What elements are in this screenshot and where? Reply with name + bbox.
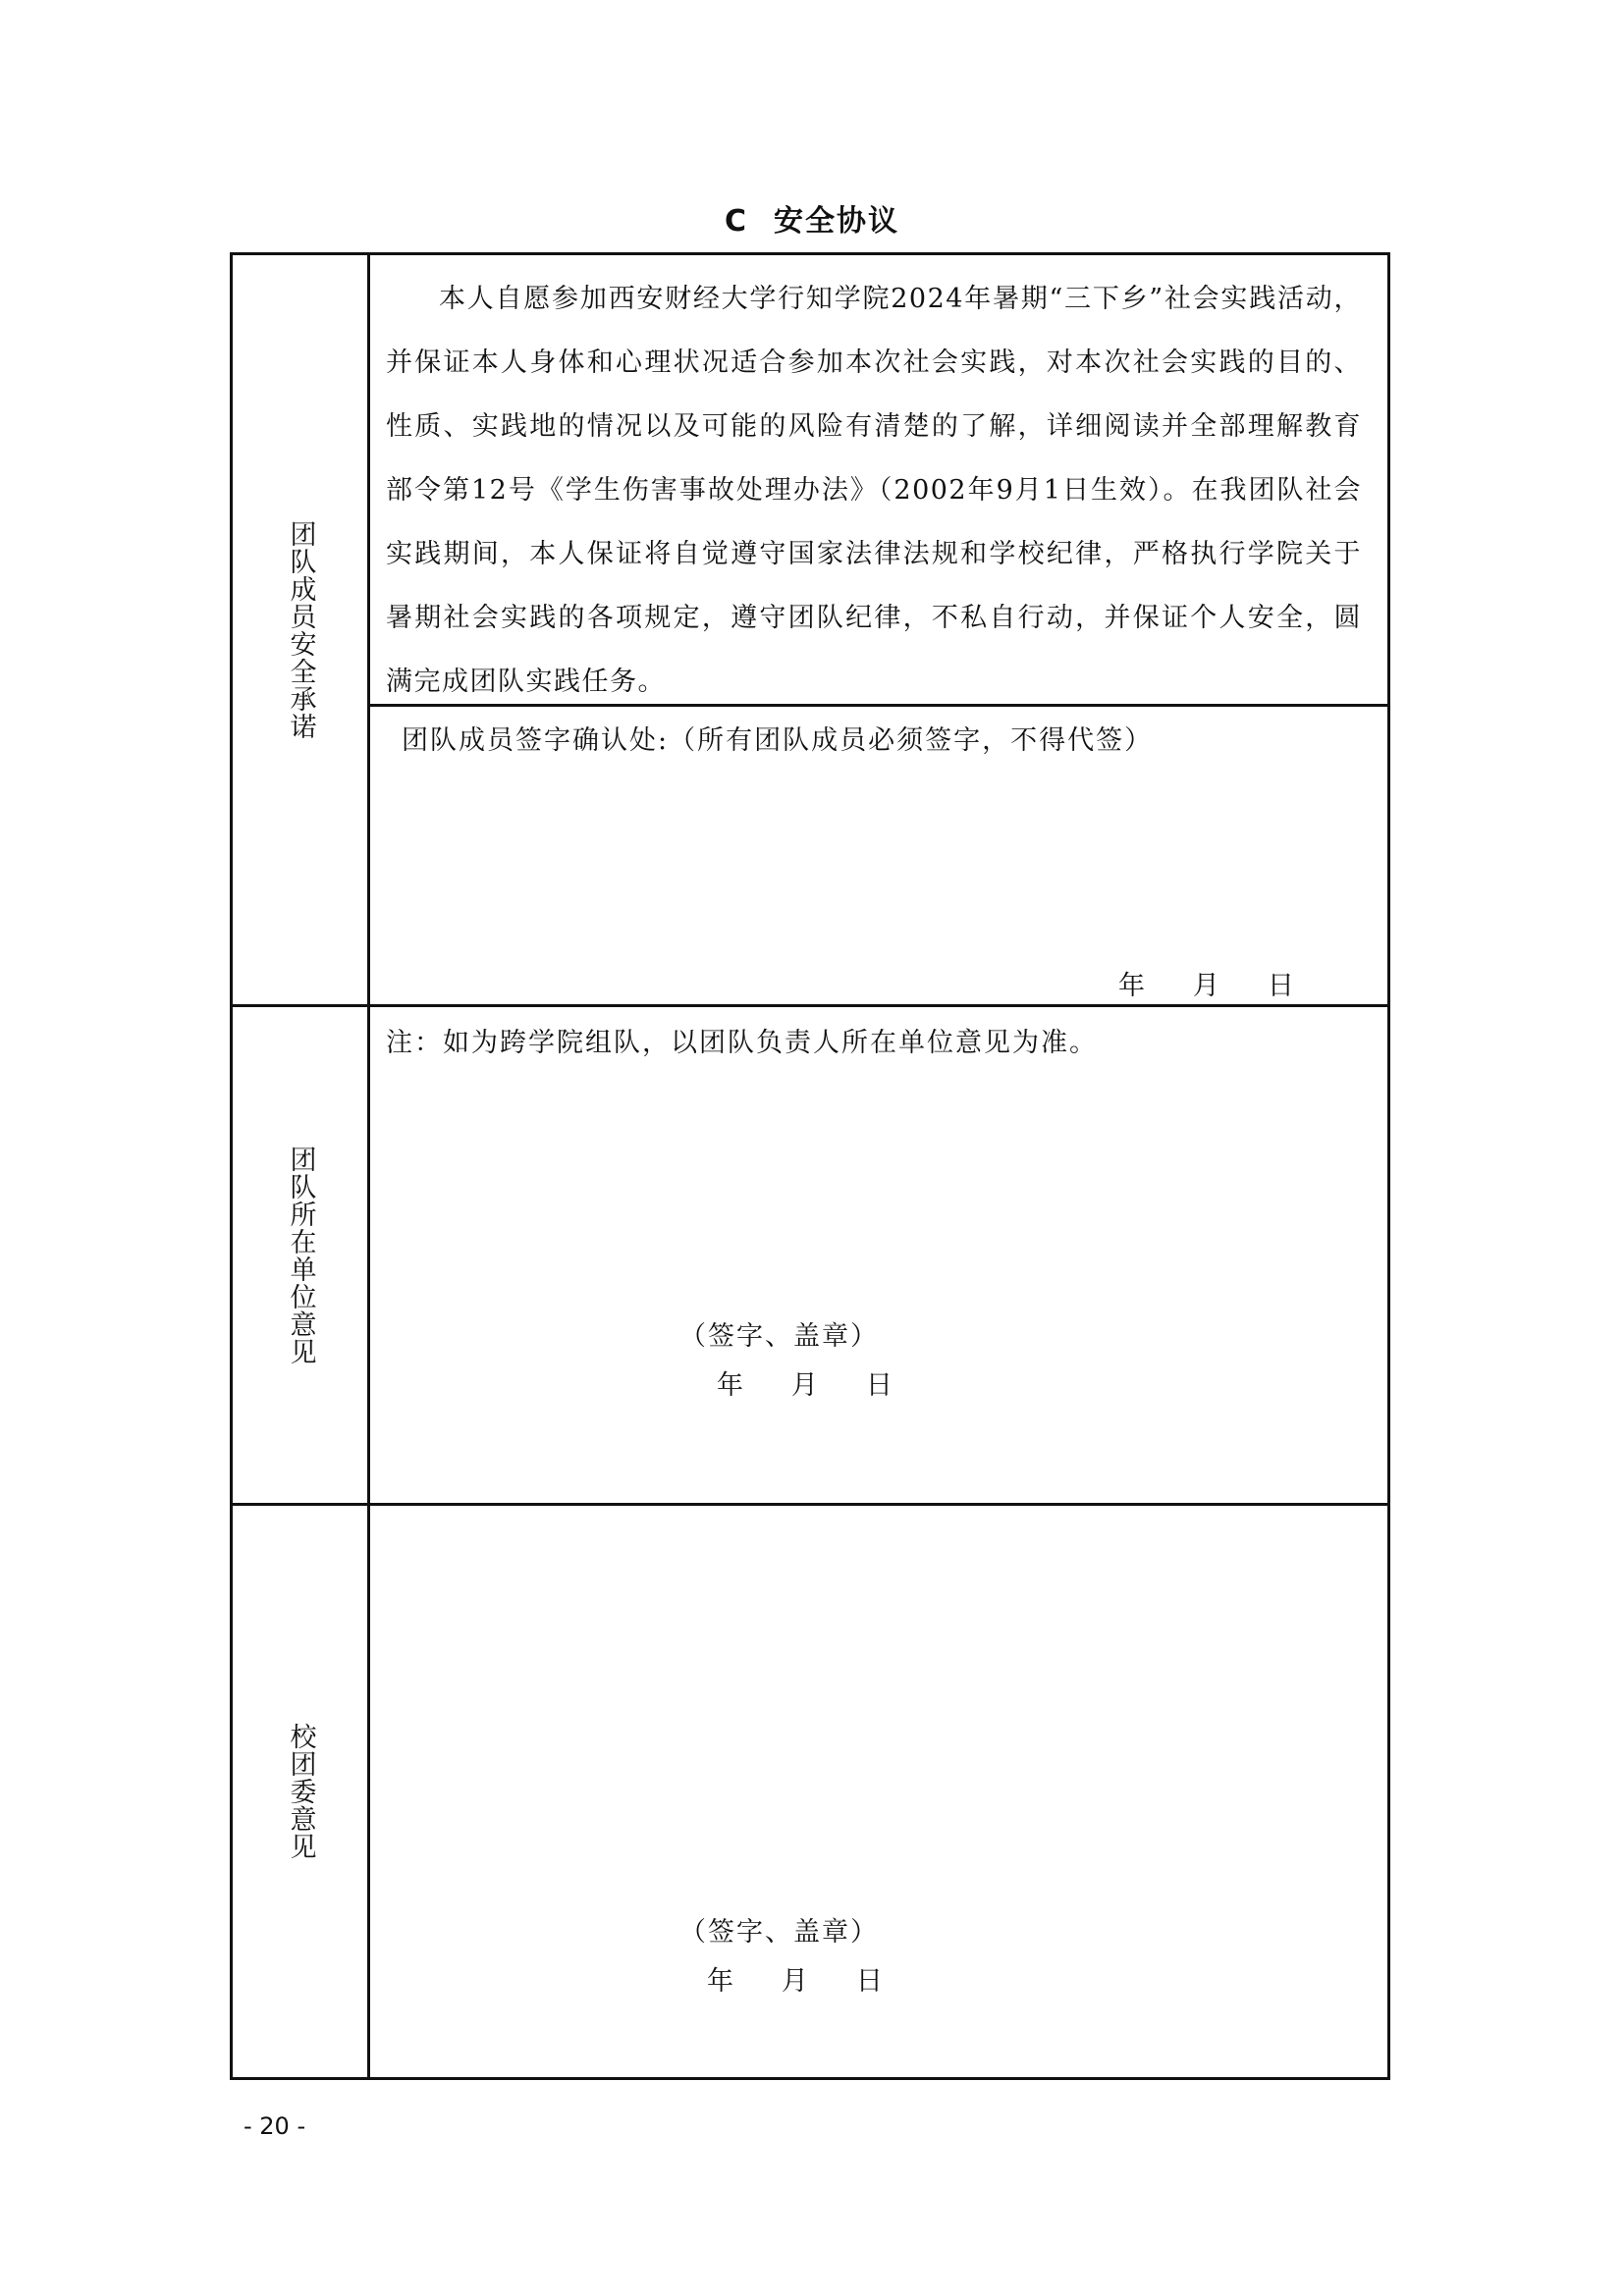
unit-opinion-row <box>233 1007 1387 1506</box>
league-committee-label: 校团委意见 <box>285 1723 316 1860</box>
league-signature-date: 年 月 日 <box>707 1966 884 1997</box>
member-promise-content <box>370 255 1387 1004</box>
league-committee-label-cell <box>233 1506 370 2077</box>
unit-signature-date: 年 月 日 <box>717 1370 893 1401</box>
member-signature-prompt: 团队成员签字确认处:（所有团队成员必须签字，不得代签） <box>402 725 1154 756</box>
section-letter: C <box>724 204 749 239</box>
unit-opinion-note: 注：如为跨学院组队，以团队负责人所在单位意见为准。 <box>386 1028 1098 1058</box>
unit-opinion-content <box>370 1007 1387 1503</box>
section-title: 安全协议 <box>774 204 900 239</box>
safety-agreement-table <box>230 252 1390 2080</box>
page-title <box>0 196 1624 240</box>
unit-opinion-label: 团队所在单位意见 <box>285 1145 316 1365</box>
page-number: - 20 - <box>244 2112 306 2140</box>
unit-signature-stamp: （签字、盖章） <box>679 1321 879 1352</box>
member-promise-row <box>233 255 1387 1007</box>
league-signature-stamp: （签字、盖章） <box>679 1917 879 1948</box>
member-promise-label: 团队成员安全承诺 <box>285 519 316 740</box>
unit-opinion-label-cell <box>233 1007 370 1503</box>
promise-text: 本人自愿参加西安财经大学行知学院2024年暑期“三下乡”社会实践活动，并保证本人身体和心理状况适合参加本次社会实践，对本次社会实践的目的、性质、实践地的情况以及可能的风险有清楚的了解，详细阅读并全部理解教育部令第12号《学生伤害事故处理办法》（2002年9月1日生效）。在我团队社会实践期间，本人保证将自觉遵守国家法律法规和学校纪律，严格执行学院关于暑期社会实践的各项规定，遵守团队纪律，不私自行动，并保证个人安全，圆满完成团队实践任务。 <box>370 255 1387 707</box>
member-signature-date: 年 月 日 <box>1118 971 1295 1001</box>
member-promise-label-cell <box>233 255 370 1004</box>
